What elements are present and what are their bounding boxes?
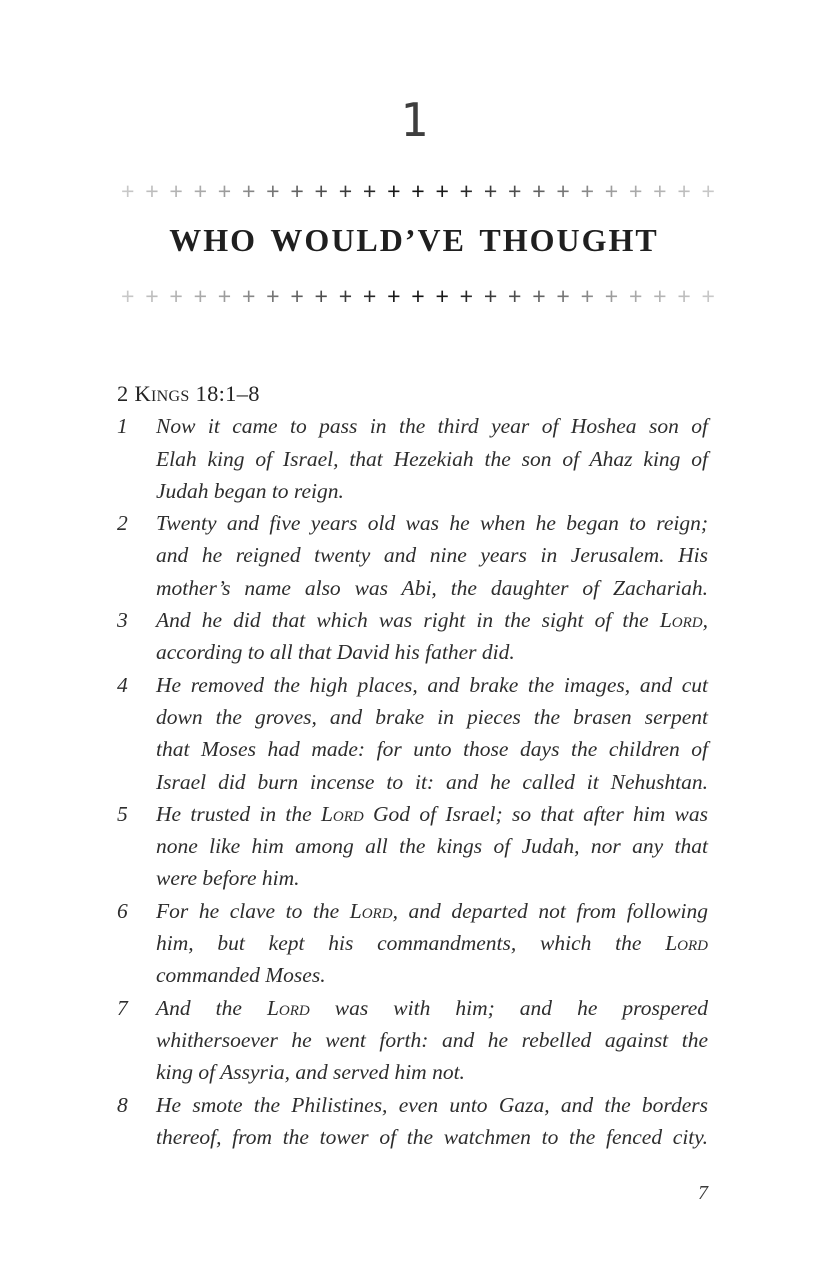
verse-line: He trusted in the Lord God of Israel; so that after him was	[156, 801, 708, 826]
verse-number: 8	[117, 1092, 128, 1117]
plus-icon: +	[266, 178, 280, 204]
plus-icon: +	[677, 283, 691, 309]
plus-icon: +	[653, 283, 667, 309]
verse-line: Israel did burn incense to it: and he called it Nehushtan.	[156, 769, 708, 794]
plus-icon: +	[121, 178, 135, 204]
verse-number: 5	[117, 801, 128, 826]
verse	[117, 992, 708, 1089]
plus-icon: +	[677, 178, 691, 204]
plus-ornament-row-top	[121, 180, 715, 203]
plus-icon: +	[217, 283, 232, 309]
scripture-passage	[117, 378, 708, 1153]
plus-icon: +	[532, 283, 546, 309]
divine-name-small-caps: Lord	[320, 801, 364, 826]
plus-icon: +	[338, 178, 353, 204]
verse-line: according to all that David his father did.	[156, 640, 515, 665]
plus-icon: +	[459, 283, 474, 309]
plus-icon: +	[653, 178, 667, 204]
page-number: 7	[698, 1182, 708, 1204]
verse-text	[156, 669, 708, 798]
verse-line: down the groves, and brake in pieces the brasen serpent	[156, 704, 708, 729]
plus-icon: +	[628, 178, 643, 204]
plus-icon: +	[580, 178, 594, 204]
plus-icon: +	[145, 283, 159, 309]
verse	[117, 895, 708, 992]
verse	[117, 507, 708, 604]
chapter-title: WHO WOULD’VE THOUGHT	[169, 222, 659, 258]
verse-line: were before him.	[156, 866, 300, 891]
plus-icon: +	[556, 178, 570, 204]
verse-line: commanded Moses.	[156, 963, 326, 988]
verse-line: that Moses had made: for unto those days the children of	[156, 737, 708, 762]
verse-line: For he clave to the Lord, and departed not from following	[156, 898, 709, 923]
plus-icon: +	[387, 283, 401, 309]
divine-name-small-caps: Lord	[665, 931, 708, 956]
plus-icon: +	[508, 283, 522, 309]
plus-icon: +	[290, 178, 304, 204]
plus-icon: +	[241, 178, 256, 204]
divine-name-small-caps: Lord	[266, 995, 310, 1020]
verse-text	[156, 410, 708, 507]
verse-line: He removed the high places, and brake the images, and cut	[156, 672, 708, 697]
verse-list	[117, 410, 708, 1153]
verse-line: He smote the Philistines, even unto Gaza, and the borders	[156, 1092, 708, 1117]
verse-line: thereof, from the tower of the watchmen to the fenced city.	[156, 1124, 708, 1149]
verse	[117, 604, 708, 669]
scripture-reference	[117, 378, 708, 410]
plus-ornament-row-bottom	[121, 285, 715, 308]
plus-icon: +	[604, 283, 619, 309]
plus-icon: +	[362, 178, 377, 204]
verse-number: 4	[117, 672, 128, 697]
plus-icon: +	[411, 283, 425, 309]
verse-line: him, but kept his commandments, which the Lord	[156, 931, 708, 956]
verse-line: Twenty and five years old was he when he began to reign;	[156, 511, 708, 536]
plus-icon: +	[169, 283, 183, 309]
verse	[117, 669, 708, 798]
verse-text	[156, 604, 708, 669]
plus-icon: +	[314, 178, 328, 204]
verse-line: Elah king of Israel, that Hezekiah the son of Ahaz king of	[156, 446, 708, 471]
verse	[117, 798, 708, 895]
verse-number: 3	[117, 608, 128, 633]
plus-icon: +	[411, 178, 425, 204]
plus-icon: +	[628, 283, 643, 309]
plus-icon: +	[701, 283, 715, 309]
plus-icon: +	[193, 178, 207, 204]
verse-line: mother’s name also was Abi, the daughter of Zachariah.	[156, 575, 708, 600]
verse-number: 2	[117, 511, 128, 536]
verse-text	[156, 507, 708, 604]
verse-line: whithersoever he went forth: and he rebelled against the	[156, 1027, 708, 1052]
plus-icon: +	[556, 283, 570, 309]
divine-name-small-caps: Lord	[659, 608, 703, 633]
plus-icon: +	[459, 178, 474, 204]
plus-icon: +	[580, 283, 594, 309]
divine-name-small-caps: Lord	[349, 898, 393, 923]
reference-book-number: 2	[117, 381, 129, 406]
plus-icon: +	[387, 178, 401, 204]
verse-line: and he reigned twenty and nine years in Jerusalem. His	[156, 543, 708, 568]
verse-text	[156, 798, 708, 895]
plus-icon: +	[435, 178, 449, 204]
verse-line: none like him among all the kings of Judah, nor any that	[156, 834, 708, 859]
plus-icon: +	[314, 283, 328, 309]
verse-number: 1	[117, 414, 128, 439]
verse-text	[156, 992, 708, 1089]
verse-line: Now it came to pass in the third year of Hoshea son of	[156, 414, 708, 439]
plus-icon: +	[532, 178, 546, 204]
plus-icon: +	[266, 283, 280, 309]
verse-number: 6	[117, 898, 128, 923]
verse-text	[156, 1089, 708, 1154]
chapter-number: 1	[400, 93, 428, 147]
verse-text	[156, 895, 708, 992]
plus-icon: +	[217, 178, 232, 204]
plus-icon: +	[483, 283, 498, 309]
plus-icon: +	[169, 178, 183, 204]
verse-number: 7	[117, 995, 128, 1020]
plus-icon: +	[483, 178, 498, 204]
plus-icon: +	[701, 178, 715, 204]
plus-icon: +	[362, 283, 377, 309]
verse	[117, 1089, 708, 1154]
reference-book-name: Kings	[134, 381, 190, 406]
plus-icon: +	[435, 283, 449, 309]
plus-icon: +	[338, 283, 353, 309]
verse-line: And he did that which was right in the sight of the Lord,	[156, 608, 708, 633]
plus-icon: +	[145, 178, 159, 204]
verse-line: And the Lord was with him; and he prospered	[156, 995, 708, 1020]
plus-icon: +	[604, 178, 619, 204]
plus-icon: +	[241, 283, 256, 309]
verse	[117, 410, 708, 507]
plus-icon: +	[290, 283, 304, 309]
plus-icon: +	[193, 283, 207, 309]
reference-verse-range: 18:1–8	[195, 381, 260, 406]
plus-icon: +	[121, 283, 135, 309]
verse-line: Judah began to reign.	[156, 478, 344, 503]
plus-icon: +	[508, 178, 522, 204]
verse-line: king of Assyria, and served him not.	[156, 1060, 465, 1085]
